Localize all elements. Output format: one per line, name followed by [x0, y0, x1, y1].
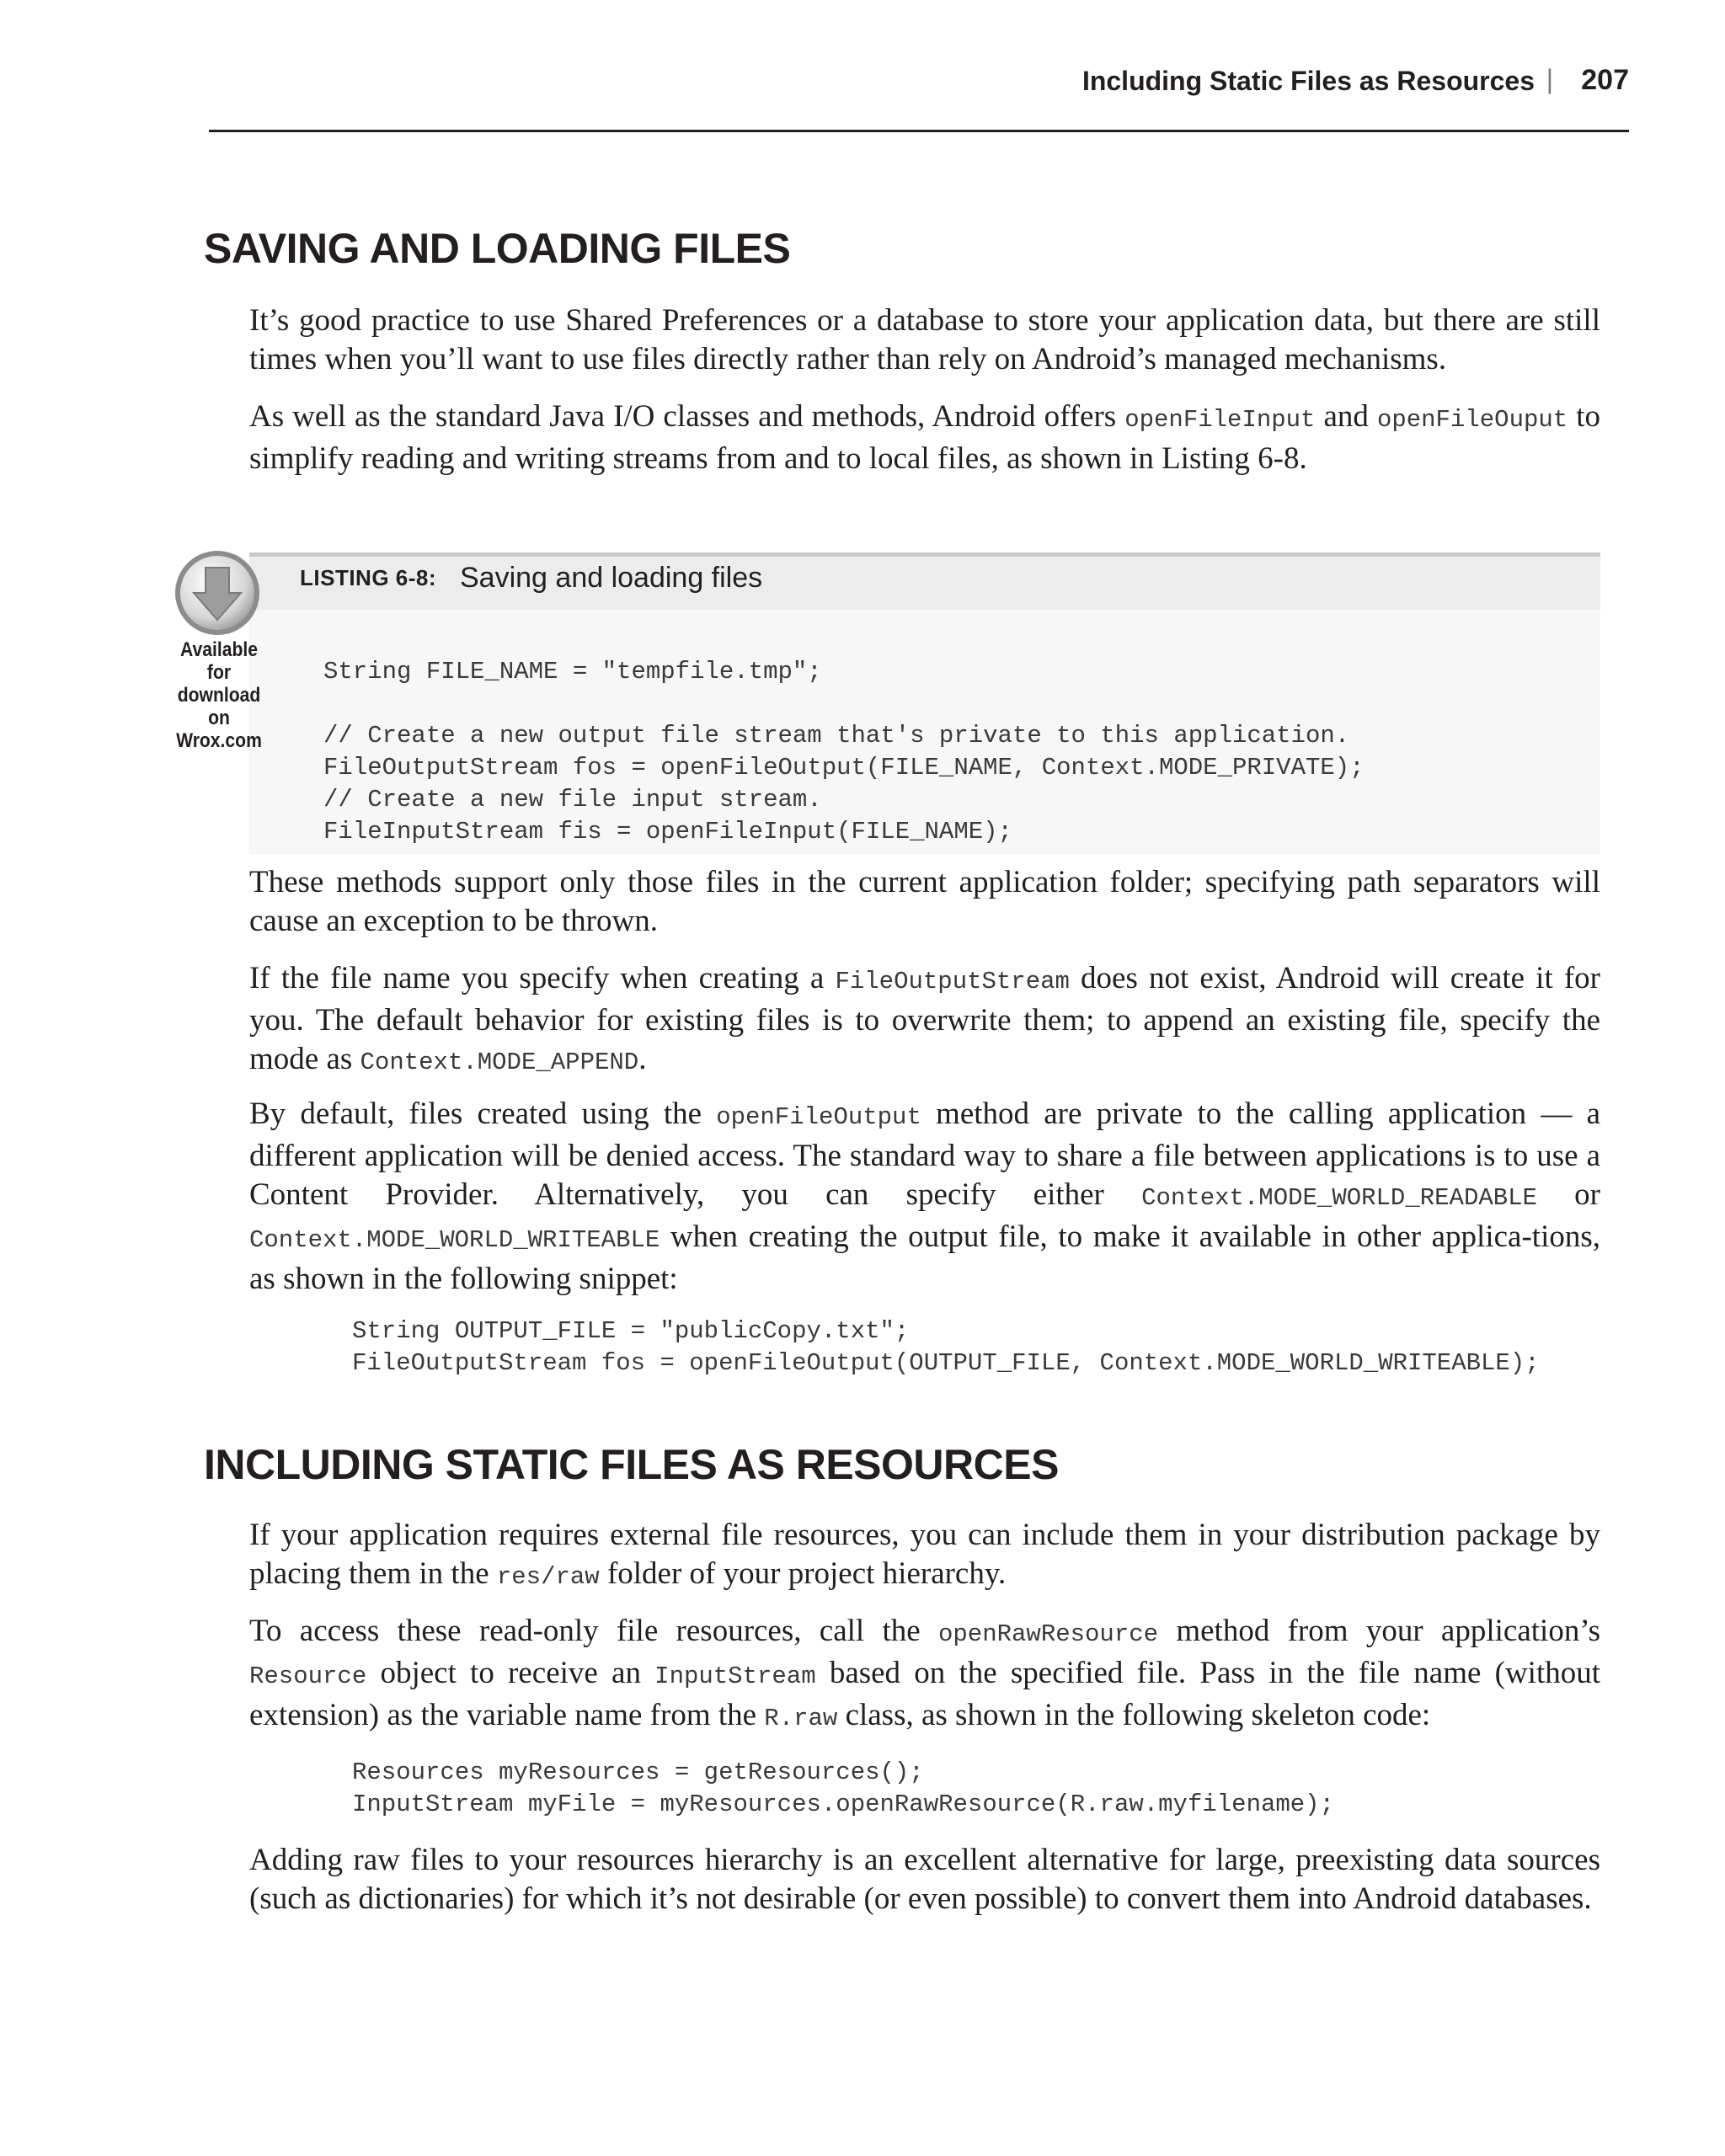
text-run: To access these read-only file resources, call the — [249, 1614, 938, 1648]
page-number: 207 — [1581, 64, 1629, 96]
paragraph — [249, 1516, 1600, 1597]
text-run: based on the specified file. Pass in the file name (without extension) as the variable name from the — [249, 1656, 1600, 1732]
download-text-line: download on — [177, 684, 261, 729]
text-run: . — [638, 1042, 647, 1076]
code-line — [323, 688, 1365, 720]
download-text-line: Available for — [180, 638, 258, 684]
inline-code: openRawResource — [938, 1620, 1159, 1648]
code-snippet — [352, 1757, 1334, 1821]
paragraph — [249, 959, 1600, 1082]
paragraph: It’s good practice to use Shared Preferences or a database to store your application data, but there are still times when you’ll want to use files directly rather than rely on Android’s managed mechanisms. — [249, 303, 1600, 376]
text-run: If your application requires external file resources, you can include them in your distribution package by placing them in the — [249, 1518, 1600, 1591]
paragraph: Adding raw files to your resources hierarchy is an excellent alternative for large, preexisting data sources (such as dictionaries) for which it’s not desirable (or even possible) to convert them into Android databases. — [249, 1843, 1600, 1916]
inline-code: InputStream — [654, 1662, 816, 1690]
text-run: By default, files created using the — [249, 1097, 717, 1131]
paragraph — [249, 398, 1600, 478]
code-line: String FILE_NAME = "tempfile.tmp"; — [323, 658, 822, 686]
code-line: FileOutputStream fos = openFileOutput(FILE_NAME, Context.MODE_PRIVATE); — [323, 754, 1365, 782]
inline-code: openFileInput — [1124, 406, 1316, 434]
text-run: or — [1536, 1177, 1600, 1212]
text-run: folder of your project hierarchy. — [599, 1556, 1007, 1591]
text-run: method are private to the calling application — a different application will be denied access. The standard way to share a file between applications is to use a Content Provider. Alternatively, you can specify either — [249, 1097, 1600, 1212]
inline-code: FileOutputStream — [835, 968, 1070, 995]
text-run: does not exist, Android will create it for you. The default behavior for existing files is to overwrite them; to append an existing file, specify the mode as — [249, 961, 1600, 1076]
running-header — [209, 62, 1629, 132]
paragraph: These methods support only those files in the current application folder; specifying path separators will cause an exception to be thrown. — [249, 865, 1600, 938]
listing-title: Saving and loading files — [460, 562, 763, 594]
inline-code: openFileOutput — [716, 1103, 921, 1131]
download-text-line: Wrox.com — [176, 729, 262, 752]
download-arrow-icon — [172, 547, 263, 638]
code-line: FileInputStream fis = openFileInput(FILE_NAME); — [323, 818, 1012, 846]
listing-code — [323, 656, 1365, 848]
code-line: InputStream myFile = myResources.openRawResource(R.raw.myfilename); — [352, 1790, 1334, 1818]
download-badge[interactable] — [160, 547, 278, 752]
paragraph — [249, 1095, 1600, 1299]
text-run: As well as the standard Java I/O classes and methods, Android offers — [249, 399, 1125, 434]
download-text — [167, 638, 270, 752]
paragraph — [249, 1612, 1600, 1738]
section-heading-static-files: INCLUDING STATIC FILES AS RESOURCES — [204, 1441, 1059, 1488]
header-separator: | — [1546, 64, 1553, 94]
inline-code: R.raw — [764, 1705, 838, 1732]
inline-code: res/raw — [496, 1563, 600, 1591]
text-run: and — [1315, 399, 1377, 434]
code-line: // Create a new output file stream that's private to this application. — [323, 722, 1350, 750]
code-line: Resources myResources = getResources(); — [352, 1758, 924, 1786]
text-run: method from your application’s — [1158, 1614, 1600, 1648]
section-heading-saving-loading: SAVING AND LOADING FILES — [204, 225, 791, 272]
inline-code: Resource — [249, 1662, 367, 1690]
text-run: class, as shown in the following skeleton code: — [837, 1698, 1431, 1732]
text-run: object to receive an — [366, 1656, 655, 1690]
text-run: to simplify reading and writing streams from and to local files, as shown in Listing 6-8. — [249, 399, 1600, 476]
running-title: Including Static Files as Resources — [1081, 66, 1535, 96]
inline-code: Context.MODE_APPEND — [360, 1049, 639, 1076]
code-snippet — [352, 1315, 1540, 1380]
code-line: String OUTPUT_FILE = "publicCopy.txt"; — [352, 1317, 910, 1345]
text-run: when creating the output file, to make it available in other applica-tions, as shown in the following snippet: — [249, 1219, 1600, 1296]
text-run: If the file name you specify when creating a — [249, 961, 836, 995]
listing-title-bar — [249, 552, 1600, 610]
listing-label: LISTING 6-8: — [300, 565, 437, 590]
inline-code: openFileOuput — [1376, 406, 1568, 434]
code-line: // Create a new file input stream. — [323, 786, 822, 814]
inline-code: Context.MODE_WORLD_WRITEABLE — [249, 1226, 660, 1254]
inline-code: Context.MODE_WORLD_READABLE — [1141, 1184, 1537, 1212]
code-line: FileOutputStream fos = openFileOutput(OUTPUT_FILE, Context.MODE_WORLD_WRITEABLE); — [352, 1349, 1540, 1377]
